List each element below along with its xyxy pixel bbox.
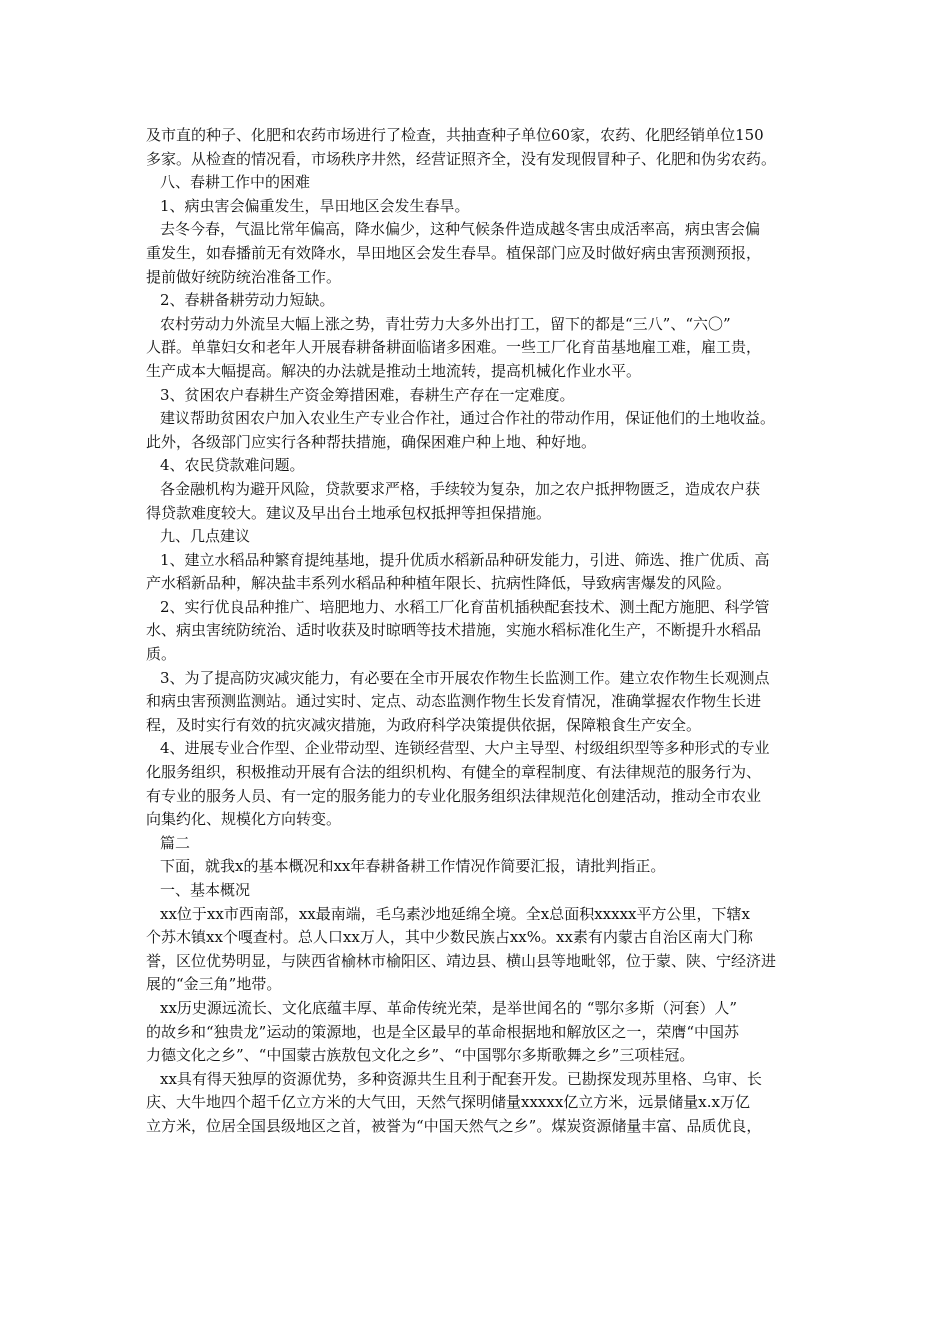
text-line: 此外，各级部门应实行各种帮扶措施，确保困难户种上地、种好地。 bbox=[146, 432, 597, 451]
text-line: 生产成本大幅提高。解决的办法就是推动土地流转，提高机械化作业水平。 bbox=[146, 361, 642, 380]
text-line: 2、春耕备耕劳动力短缺。 bbox=[160, 291, 335, 310]
text-line: 有专业的服务人员、有一定的服务能力的专业化服务组织法律规范化创建活动，推动全市农业 bbox=[146, 786, 762, 805]
text-line: 建议帮助贫困农户加入农业生产专业合作社，通过合作社的带动作用，保证他们的土地收益。 bbox=[160, 409, 776, 428]
text-line: 力德文化之乡”、“中国蒙古族敖包文化之乡”、“中国鄂尔多斯歌舞之乡”三项桂冠。 bbox=[146, 1046, 695, 1065]
text-line: 重发生，如春播前无有效降水，旱田地区会发生春旱。植保部门应及时做好病虫害预测预报， bbox=[146, 243, 762, 262]
text-line: 水、病虫害统防统治、适时收获及时晾晒等技术措施，实施水稻标准化生产，不断提升水稻品 bbox=[146, 621, 762, 640]
text-line: 3、贫困农户春耕生产资金筹措困难，春耕生产存在一定难度。 bbox=[160, 385, 575, 404]
text-line: 一、基本概况 bbox=[160, 881, 251, 899]
text-line: 的故乡和“独贵龙”运动的策源地，也是全区最早的革命根据地和解放区之一，荣膺“中国苏 bbox=[146, 1022, 740, 1041]
text-line: 向集约化、规模化方向转变。 bbox=[146, 810, 342, 829]
text-line: 去冬今春，气温比常年偏高，降水偏少，这种气候条件造成越冬害虫成活率高，病虫害会偏 bbox=[160, 220, 761, 239]
text-line: 和病虫害预测监测站。通过实时、定点、动态监测作物生长发育情况，准确掌握农作物生长进 bbox=[146, 692, 762, 711]
text-line: 多家。从检查的情况看，市场秩序井然，经营证照齐全，没有发现假冒种子、化肥和伪劣农药。 bbox=[146, 149, 777, 168]
text-line: 程，及时实行有效的抗灾减灾措施，为政府科学决策提供依据，保障粮食生产安全。 bbox=[146, 715, 702, 734]
text-line: 3、为了提高防灾减灾能力，有必要在全市开展农作物生长监测工作。建立农作物生长观测点 bbox=[160, 668, 770, 687]
text-line: 人群。单靠妇女和老年人开展春耕备耕面临诸多困难。一些工厂化育苗基地雇工难，雇工贵， bbox=[146, 338, 762, 357]
text-line: 得贷款难度较大。建议及早出台土地承包权抵押等担保措施。 bbox=[146, 503, 552, 522]
text-line: 产水稻新品种，解决盐丰系列水稻品种种植年限长、抗病性降低，导致病害爆发的风险。 bbox=[146, 574, 732, 593]
text-line: 4、进展专业合作型、企业带动型、连锁经营型、大户主导型、村级组织型等多种形式的专业 bbox=[160, 739, 770, 758]
text-line: 立方米，位居全国县级地区之首，被誉为“中国天然气之乡”。煤炭资源储量丰富、品质优良， bbox=[146, 1116, 762, 1135]
text-line: xx历史源远流长、文化底蕴丰厚、革命传统光荣，是举世闻名的 “鄂尔多斯（河套）人” bbox=[160, 998, 738, 1017]
text-line: 农村劳动力外流呈大幅上涨之势，青壮劳力大多外出打工，留下的都是“三八”、“六〇” bbox=[160, 314, 731, 333]
text-line: 誉，区位优势明显，与陕西省榆林市榆阳区、靖边县、横山县等地毗邻，位于蒙、陕、宁经济进 bbox=[146, 951, 777, 970]
text-line: 化服务组织，积极推动开展有合法的组织机构、有健全的章程制度、有法律规范的服务行为、 bbox=[146, 763, 762, 782]
text-line: 九、几点建议 bbox=[160, 527, 251, 546]
text-line: xx具有得天独厚的资源优势，多种资源共生且利于配套开发。已勘探发现苏里格、乌审、长 bbox=[160, 1069, 762, 1088]
text-line: 4、农民贷款难问题。 bbox=[160, 456, 305, 475]
document-page bbox=[146, 124, 814, 1139]
text-line: 八、春耕工作中的困难 bbox=[160, 173, 311, 192]
text-line: 提前做好统防统治准备工作。 bbox=[146, 267, 342, 286]
text-line: 1、病虫害会偏重发生，旱田地区会发生春旱。 bbox=[160, 196, 470, 215]
text-line: 下面，就我x的基本概况和xx年春耕备耕工作情况作简要汇报，请批判指正。 bbox=[160, 857, 666, 876]
text-line: xx位于xx市西南部，xx最南端，毛乌素沙地延绵全境。全x总面积xxxxx平方公里，下辖x bbox=[160, 904, 750, 923]
text-line: 2、实行优良品种推广、培肥地力、水稻工厂化育苗机插秧配套技术、测土配方施肥、科学管 bbox=[160, 597, 770, 616]
text-line: 庆、大牛地四个超千亿立方米的大气田，天然气探明储量xxxxx亿立方米，远景储量x.x万亿 bbox=[146, 1093, 750, 1112]
text-line: 1、建立水稻品种繁育提纯基地，提升优质水稻新品种研发能力，引进、筛选、推广优质、高 bbox=[160, 550, 770, 569]
text-line: 篇二 bbox=[160, 833, 191, 852]
text-line: 及市直的种子、化肥和农药市场进行了检查，共抽查种子单位60家，农药、化肥经销单位150 bbox=[146, 126, 764, 144]
text-line: 各金融机构为避开风险，贷款要求严格，手续较为复杂，加之农户抵押物匮乏，造成农户获 bbox=[160, 479, 761, 498]
text-line: 个苏木镇xx个嘎查村。总人口xx万人，其中少数民族占xx%。xx素有内蒙古自治区南大门称 bbox=[146, 928, 753, 947]
text-line: 展的“金三角”地带。 bbox=[146, 975, 282, 994]
text-line: 质。 bbox=[146, 645, 177, 664]
